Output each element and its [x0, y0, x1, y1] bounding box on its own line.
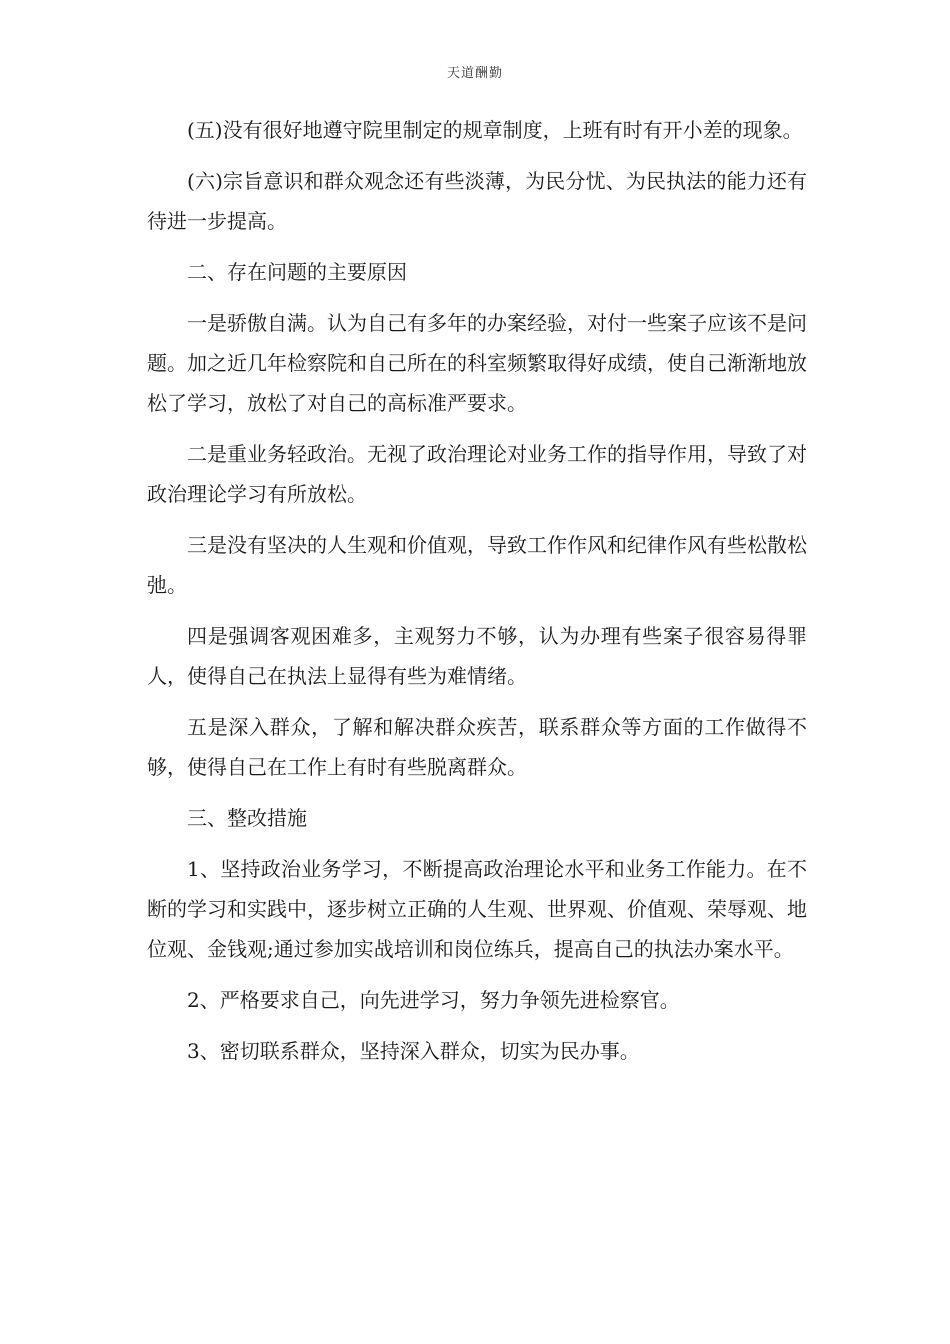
paragraph-cause-4: 四是强调客观困难多，主观努力不够，认为办理有些案子很容易得罪人，使得自己在执法上显得有些为难情绪。 — [147, 624, 807, 688]
page-header: 天道酬勤 — [446, 66, 503, 81]
section-heading-measures: 三、整改措施 — [187, 806, 307, 830]
paragraph-measure-2: 2、严格要求自己，向先进学习，努力争领先进检察官。 — [187, 988, 680, 1012]
paragraph-item-6: (六)宗旨意识和群众观念还有些淡薄，为民分忧、为民执法的能力还有待进一步提高。 — [147, 169, 807, 233]
paragraph-measure-1: 1、坚持政治业务学习，不断提高政治理论水平和业务工作能力。在不断的学习和实践中，逐步树立正确的人生观、世界观、价值观、荣辱观、地位观、金钱观;通过参加实战培训和岗位练兵，提高自己的执法办案水平。 — [147, 857, 807, 961]
paragraph-cause-1: 一是骄傲自满。认为自己有多年的办案经验，对付一些案子应该不是问题。加之近几年检察院和自己所在的科室频繁取得好成绩，使自己渐渐地放松了学习，放松了对自己的高标准严要求。 — [147, 311, 807, 415]
paragraph-measure-3: 3、密切联系群众，坚持深入群众，切实为民办事。 — [187, 1039, 640, 1063]
paragraph-cause-5: 五是深入群众，了解和解决群众疾苦，联系群众等方面的工作做得不够，使得自己在工作上有时有些脱离群众。 — [147, 715, 807, 779]
paragraph-cause-3: 三是没有坚决的人生观和价值观，导致工作作风和纪律作风有些松散松弛。 — [147, 533, 807, 597]
document-body — [147, 110, 807, 1082]
section-heading-causes: 二、存在问题的主要原因 — [187, 260, 407, 284]
paragraph-item-5: (五)没有很好地遵守院里制定的规章制度，上班有时有开小差的现象。 — [187, 118, 803, 142]
paragraph-cause-2: 二是重业务轻政治。无视了政治理论对业务工作的指导作用，导致了对政治理论学习有所放松。 — [147, 442, 807, 506]
